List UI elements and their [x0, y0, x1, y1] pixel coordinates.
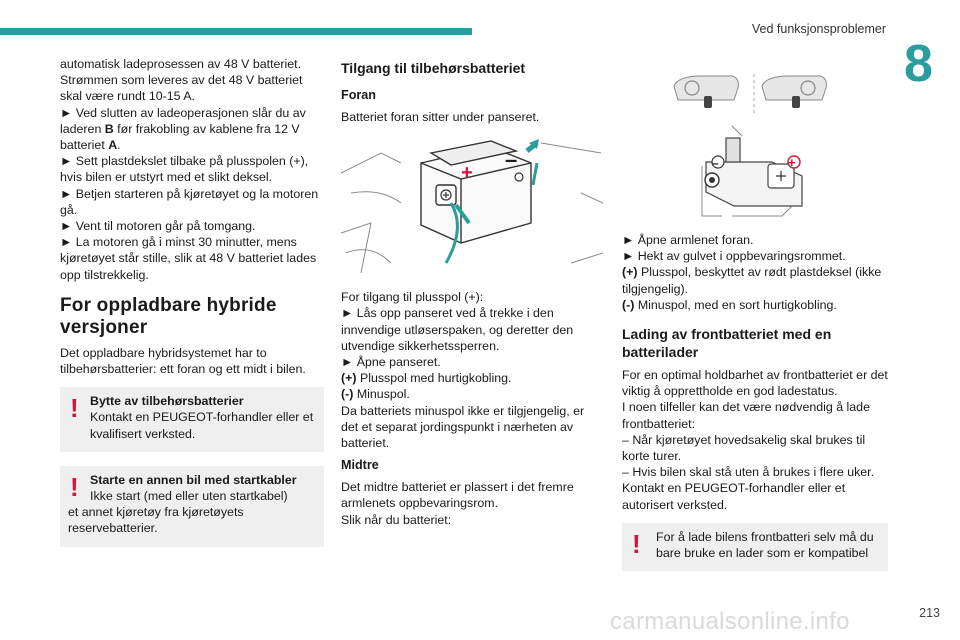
warning-callout — [60, 387, 324, 452]
paragraph: – Hvis bilen skal stå uten å brukes i flere uker. — [622, 465, 875, 480]
warning-icon: ! — [632, 528, 641, 559]
paragraph: Det midtre batteriet er plassert i det fremre armlenets oppbevaringsrom. — [341, 480, 574, 511]
plus-terminal-label: + — [461, 162, 473, 185]
paragraph: (-) Minuspol. — [341, 387, 410, 402]
paragraph: For en optimal holdbarhet av frontbatteriet er det viktig å opprettholde en god ladestatus. — [622, 368, 888, 399]
minus-terminal-label: – — [712, 156, 719, 170]
paragraph: Da batteriets minuspol ikke er tilgjengelig, er det et separat jordingspunkt i nærheten av batteriet. — [341, 403, 585, 451]
paragraph: ► Sett plastdekslet tilbake på plusspolen (+), hvis bilen er utstyrt med et slikt deksel. — [60, 154, 309, 185]
warning-callout — [60, 466, 324, 547]
paragraph: ► Hekt av gulvet i oppbevaringsrommet. — [622, 249, 846, 264]
column-right — [622, 66, 888, 571]
minus-terminal-label: – — [505, 147, 518, 173]
header-accent-bar — [0, 28, 472, 35]
chapter-number: 8 — [904, 35, 933, 93]
warning-text: Kontakt en PEUGEOT-forhandler eller et kvalifisert verksted. — [90, 410, 314, 441]
section-heading: Lading av frontbatteriet med en batterilader — [622, 326, 832, 361]
paragraph: Slik når du batteriet: — [341, 512, 452, 527]
mid-battery-illustration — [622, 66, 888, 226]
warning-title: Starte en annen bil med startkabler — [90, 472, 297, 487]
warning-icon: ! — [70, 471, 79, 502]
paragraph: Batteriet foran sitter under panseret. — [341, 110, 540, 124]
warning-text: Ikke start (med eller uten startkabel) — [90, 489, 288, 504]
paragraph: For tilgang til plusspol (+): — [341, 290, 484, 305]
warning-text: et annet kjøretøy fra kjøretøyets reservebatterier. — [68, 505, 244, 536]
paragraph: automatisk ladeprosessen av 48 V batteriet. Strømmen som leveres av det 48 V batteriet skal være rundt 10-15 A. — [60, 57, 303, 104]
paragraph: (-) Minuspol, med en sort hurtigkobling. — [622, 297, 837, 312]
paragraph: Kontakt en PEUGEOT-forhandler eller et autorisert verksted. — [622, 481, 846, 512]
paragraph: ► Ved slutten av ladeoperasjonen slår du av laderen B før frakobling av kablene fra 12 V batteriet A. — [60, 105, 306, 153]
paragraph: I noen tilfeller kan det være nødvendig å lade frontbatteriet: — [622, 400, 870, 431]
paragraph: – Når kjøretøyet hovedsakelig skal brukes til korte turer. — [622, 432, 866, 464]
paragraph: ► Åpne armlenet foran. — [622, 233, 754, 247]
plus-terminal-label: + — [788, 155, 796, 170]
warning-icon: ! — [70, 393, 79, 424]
page-number: 213 — [919, 606, 940, 620]
section-heading: For oppladbare hybride versjoner — [60, 294, 277, 338]
paragraph: (+) Plusspol, beskyttet av rødt plastdeksel (ikke tilgjengelig). — [622, 265, 882, 296]
paragraph: ► La motoren gå i minst 30 minutter, mens kjøretøyet står stille, slik at 48 V batteriet lades opp tilstrekkelig. — [60, 235, 317, 282]
subheading: Midtre — [341, 458, 379, 473]
warning-callout — [622, 523, 888, 571]
paragraph: ► Vent til motoren går på tomgang. — [60, 219, 256, 234]
paragraph: Det oppladbare hybridsystemet har to tilbehørsbatterier: ett foran og ett midt i bilen. — [60, 345, 306, 377]
subheading: Foran — [341, 88, 376, 102]
paragraph: ► Betjen starteren på kjøretøyet og la motoren gå. — [60, 186, 319, 217]
column-left — [60, 56, 324, 547]
section-heading: Tilgang til tilbehørsbatteriet — [341, 60, 526, 76]
section-title: Ved funksjonsproblemer — [751, 22, 886, 36]
column-middle — [341, 59, 603, 528]
warning-text: For å lade bilens frontbatteri selv må du bare bruke en lader som er kompatibel — [656, 529, 874, 561]
paragraph: (+) Plusspol med hurtigkobling. — [341, 371, 512, 386]
paragraph: ► Lås opp panseret ved å trekke i den innvendige utløserspaken, og deretter den utvendige sikkerhetssperren. — [341, 306, 574, 353]
front-battery-illustration — [341, 133, 603, 283]
paragraph: ► Åpne panseret. — [341, 355, 441, 370]
watermark: carmanualsonline.info — [610, 608, 850, 635]
warning-title: Bytte av tilbehørsbatterier — [90, 394, 244, 409]
